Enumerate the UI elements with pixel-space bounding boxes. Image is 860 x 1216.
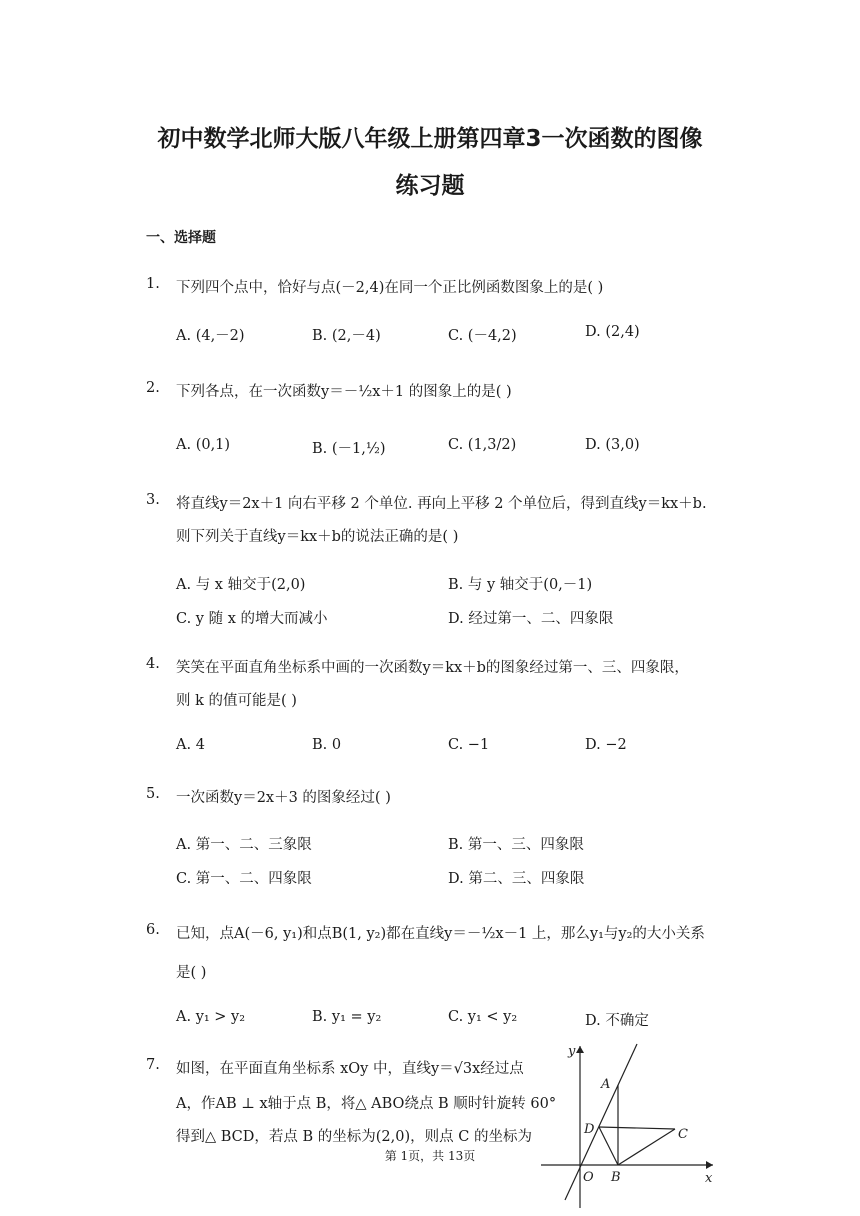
question-text-line-2: 则 k 的值可能是( ) (176, 693, 297, 709)
option-c: C. y₁ < y₂ (448, 1009, 518, 1025)
option-c: C. y 随 x 的增大而减小 (176, 611, 328, 627)
option-d: D. (3,0) (585, 437, 640, 453)
option-b: B. 与 y 轴交于(0,－1) (448, 577, 593, 593)
option-a: A. (4,－2) (176, 328, 245, 344)
option-b: B. y₁ = y₂ (312, 1009, 382, 1025)
label-c: C (678, 1127, 688, 1142)
question-text-line-3: 得到△ BCD，若点 B 的坐标为(2,0)，则点 C 的坐标为 (176, 1129, 532, 1145)
question-number: 6. (146, 922, 160, 938)
option-c: C. (－4,2) (448, 328, 517, 344)
question-text-line-1: 已知，点A(－6, y₁)和点B(1, y₂)都在直线y＝－½x－1 上，那么y₁与y₂的大小关系 (176, 926, 705, 942)
option-c: C. (1,3/2) (448, 437, 517, 453)
y-axis-arrow (576, 1046, 584, 1053)
option-d: D. 不确定 (585, 1013, 649, 1029)
question-text-line-2: 则下列关于直线y＝kx＋b的说法正确的是( ) (176, 529, 459, 545)
coordinate-figure (535, 1040, 720, 1210)
label-y: y (568, 1044, 576, 1059)
question-number: 4. (146, 656, 160, 672)
option-d: D. 第二、三、四象限 (448, 871, 585, 887)
option-d: D. 经过第一、二、四象限 (448, 611, 614, 627)
label-o: O (583, 1170, 594, 1185)
label-d: D (584, 1122, 595, 1137)
section-heading: 一、选择题 (146, 230, 216, 246)
question-text-line-2: 是( ) (176, 965, 207, 981)
question-text-line-2: A，作AB ⊥ x轴于点 B，将△ ABO绕点 B 顺时针旋转 60° (176, 1096, 557, 1112)
page-footer: 第 1页，共 13页 (384, 1149, 476, 1163)
question-number: 1. (146, 276, 160, 292)
option-a: A. 与 x 轴交于(2,0) (176, 577, 306, 593)
option-b: B. 第一、三、四象限 (448, 837, 584, 853)
question-number: 7. (146, 1057, 160, 1073)
option-b: B. (－1,½) (312, 441, 386, 457)
question-text-line-1: 将直线y＝2x＋1 向右平移 2 个单位. 再向上平移 2 个单位后，得到直线y＝kx＋b. (176, 496, 707, 512)
segment-dc (599, 1127, 675, 1129)
question-number: 5. (146, 786, 160, 802)
option-d: D. (2,4) (585, 324, 640, 340)
option-a: A. y₁ > y₂ (176, 1009, 246, 1025)
question-text-line-1: 如图，在平面直角坐标系 xOy 中，直线y＝√3x经过点 (176, 1061, 524, 1077)
option-d: D. −2 (585, 737, 627, 753)
question-text: 下列四个点中，恰好与点(－2,4)在同一个正比例函数图象上的是( ) (176, 280, 604, 296)
title-line-2: 练习题 (395, 173, 465, 199)
label-x: x (705, 1171, 713, 1186)
option-a: A. 第一、二、三象限 (176, 837, 312, 853)
question-text: 一次函数y＝2x＋3 的图象经过( ) (176, 790, 391, 806)
line-y-sqrt3x (565, 1044, 637, 1200)
option-a: A. 4 (176, 737, 205, 753)
option-a: A. (0,1) (176, 437, 231, 453)
option-b: B. (2,－4) (312, 328, 381, 344)
option-c: C. 第一、二、四象限 (176, 871, 312, 887)
option-b: B. 0 (312, 737, 342, 753)
label-a: A (601, 1077, 611, 1092)
question-text-line-1: 笑笑在平面直角坐标系中画的一次函数y＝kx＋b的图象经过第一、三、四象限， (176, 660, 689, 676)
label-b: B (611, 1170, 621, 1185)
question-number: 3. (146, 492, 160, 508)
question-number: 2. (146, 380, 160, 396)
title-line-1: 初中数学北师大版八年级上册第四章3一次函数的图像 (157, 126, 703, 152)
option-c: C. −1 (448, 737, 490, 753)
question-text: 下列各点，在一次函数y＝－½x＋1 的图象上的是( ) (176, 384, 512, 400)
